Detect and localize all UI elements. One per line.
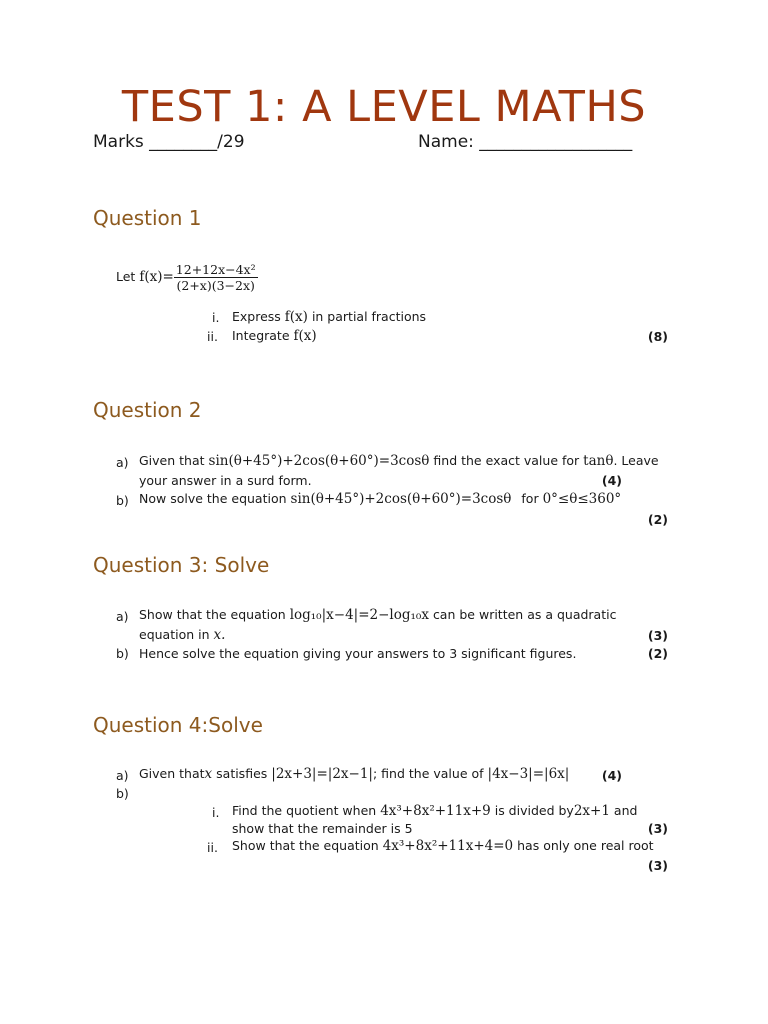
q4-a-label: a) — [116, 768, 129, 783]
page-title: TEST 1: A LEVEL MATHS — [121, 82, 647, 132]
q3-a-line2-math: x. — [213, 627, 226, 643]
q4-a-math2: |2x+3|=|2x−1| — [271, 766, 373, 782]
q1-denominator: (2+x)(3−2x) — [176, 278, 255, 293]
q4-ii-text1: Show that the equation — [232, 838, 379, 853]
q3-b-marks: (2) — [647, 646, 668, 661]
q4-i-text3: and — [613, 803, 638, 818]
q1-fraction — [174, 262, 258, 293]
q2-a-math: sin(θ+45°)+2cos(θ+60°)=3cosθ — [208, 453, 430, 469]
q4-i-marks: (3) — [647, 821, 668, 836]
q4-i-text1: Find the quotient when — [232, 803, 377, 818]
q1-i-item — [232, 309, 426, 325]
q3-a-text2: can be written as a quadratic — [432, 607, 617, 622]
q1-ii-text: Integrate — [232, 328, 290, 343]
q2-b-text1: Now solve the equation — [139, 491, 287, 506]
q2-a-text1: Given that — [139, 453, 205, 468]
q4-a-math1: x — [204, 766, 213, 782]
q2-a-line1 — [139, 453, 659, 469]
q4-i-text2: is divided by — [494, 803, 574, 818]
q2-a-math2: tanθ — [583, 453, 614, 469]
q2-a-marks: (4) — [601, 473, 622, 488]
q4-i-line1 — [232, 803, 637, 819]
q1-ii-item — [232, 328, 317, 344]
q4-a-text3: ; find the value of — [372, 766, 484, 781]
q1-i-math: f(x) — [284, 309, 308, 325]
question-3-heading: Question 3: Solve — [93, 553, 270, 577]
q1-ii-number: ii. — [207, 329, 218, 344]
q1-i-text2: in partial fractions — [311, 309, 427, 324]
q2-a-text3: . Leave — [613, 453, 659, 468]
q3-a-line2-text: equation in — [139, 627, 210, 642]
question-4-heading: Question 4:Solve — [93, 713, 263, 737]
q4-ii-marks: (3) — [647, 858, 668, 873]
q1-numerator: 12+12x−4x² — [175, 262, 256, 277]
q4-ii-number: ii. — [207, 840, 218, 855]
q4-b-label: b) — [116, 786, 129, 801]
q4-i-math1: 4x³+8x²+11x+9 — [380, 803, 491, 819]
q3-b-label: b) — [116, 646, 129, 661]
q4-a-line — [139, 766, 569, 782]
q1-i-number: i. — [212, 310, 220, 325]
q3-a-marks: (3) — [647, 628, 668, 643]
q4-i-math2: 2x+1 — [573, 803, 610, 819]
q2-b-text2: for — [521, 491, 539, 506]
q4-a-text1: Given that — [139, 766, 205, 781]
q4-ii-line — [232, 838, 654, 854]
q2-b-marks: (2) — [647, 512, 668, 527]
q3-a-line2 — [139, 627, 225, 643]
q2-b-math: sin(θ+45°)+2cos(θ+60°)=3cosθ — [290, 491, 512, 507]
q4-i-line2: show that the remainder is 5 — [232, 821, 413, 836]
q4-a-text2: satisfies — [216, 766, 268, 781]
q1-let: Let — [116, 269, 136, 284]
q4-i-number: i. — [212, 805, 220, 820]
question-2-heading: Question 2 — [93, 398, 202, 422]
q2-b-label: b) — [116, 493, 129, 508]
q3-a-line1 — [139, 607, 616, 623]
q4-ii-math: 4x³+8x²+11x+4=0 — [382, 838, 514, 854]
q1-ii-math: f(x) — [293, 328, 317, 344]
q4-ii-text2: has only one real root — [517, 838, 654, 853]
q2-a-text2: find the exact value for — [433, 453, 580, 468]
q2-a-label: a) — [116, 455, 129, 470]
marks-label: Marks ________/29 — [93, 132, 245, 152]
q1-fx: f(x)= — [139, 269, 174, 285]
q2-b-math2: 0°≤θ≤360° — [542, 491, 622, 507]
name-label: Name: __________________ — [418, 132, 633, 152]
q3-a-text1: Show that the equation — [139, 607, 286, 622]
q4-a-math3: |4x−3|=|6x| — [487, 766, 570, 782]
q3-a-label: a) — [116, 609, 129, 624]
q1-definition — [116, 262, 258, 293]
q3-b-text: Hence solve the equation giving your answers to 3 significant figures. — [139, 646, 577, 661]
q2-a-line2: your answer in a surd form. — [139, 473, 312, 488]
q4-a-marks: (4) — [601, 768, 622, 783]
q1-i-text: Express — [232, 309, 281, 324]
q3-a-math: log₁₀|x−4|=2−log₁₀x — [289, 607, 429, 623]
q1-marks: (8) — [647, 329, 668, 344]
q2-b-line — [139, 491, 621, 507]
question-1-heading: Question 1 — [93, 206, 202, 230]
